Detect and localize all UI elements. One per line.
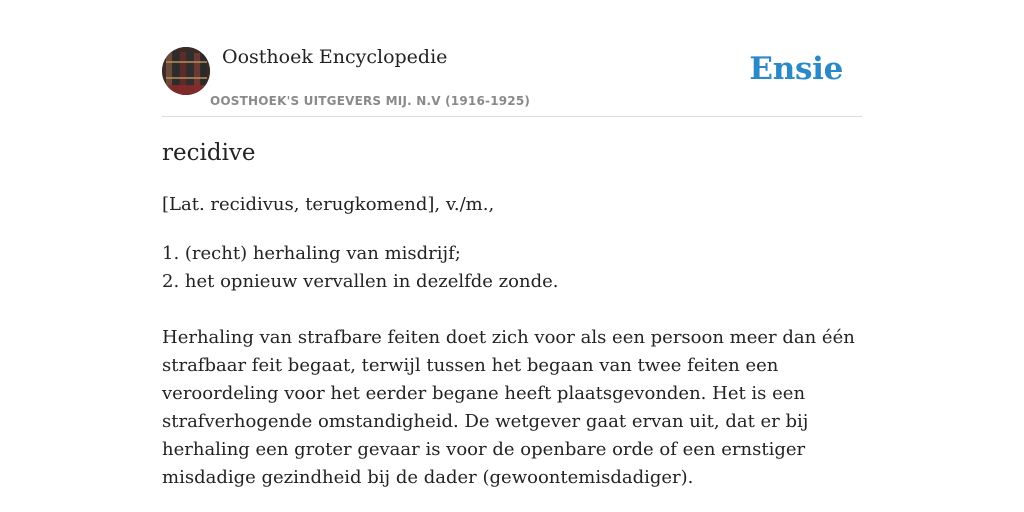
source-subtitle: OOSTHOEK'S UITGEVERS MIJ. N.V (1916-1925) (210, 94, 531, 108)
entry-headword: recidive (162, 140, 256, 166)
source-header (162, 0, 862, 117)
sense-item: 2. het opnieuw vervallen in dezelfde zonde. (162, 271, 559, 292)
entry-body: Herhaling van strafbare feiten doet zich voor als een persoon meer dan één strafbaar feit begaat, terwijl tussen het begaan van twee feiten een veroordeling voor het eerder begane heeft plaatsgevonden. Het is een strafverhogende omstandigheid. De wetgever gaat ervan uit, dat er bij herhaling een groter gevaar is voor de openbare orde of een ernstiger misdadige gezindheid bij de dader (gewoontemisdadiger). (162, 327, 855, 488)
book-spines-icon (162, 47, 210, 95)
entry-etymology: [Lat. recidivus, terugkomend], v./m., (162, 194, 495, 215)
entry-card (162, 0, 862, 488)
source-avatar[interactable] (162, 47, 210, 95)
sense-item: 1. (recht) herhaling van misdrijf; (162, 243, 461, 264)
source-title[interactable]: Oosthoek Encyclopedie (222, 46, 448, 68)
brand-logo[interactable]: Ensie (749, 51, 843, 87)
sense-list (162, 240, 559, 296)
